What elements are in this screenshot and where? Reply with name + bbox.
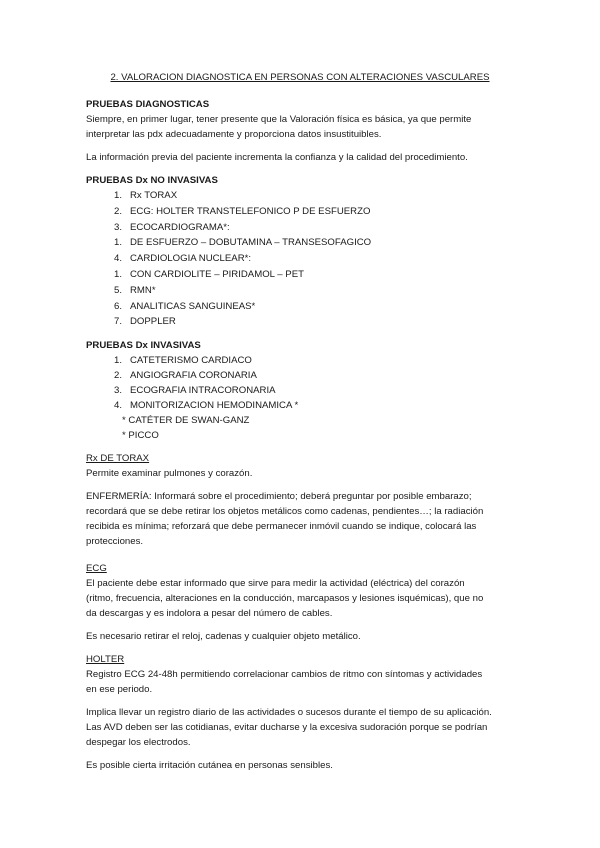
section-heading-ecg: ECG [86,563,107,575]
text-line: protecciones. [86,536,144,548]
text-line: Siempre, en primer lugar, tener presente que la Valoración física es básica, ya que permite [86,114,472,125]
list-item: 4. CARDIOLOGIA NUCLEAR*: [113,253,252,265]
list-item: 2. ANGIOGRAFIA CORONARIA [113,370,257,382]
list-item: 7. DOPPLER [113,316,176,328]
list-item: 3. ECOGRAFIA INTRACORONARIA [113,385,276,397]
info-paragraph: La información previa del paciente incrementa la confianza y la calidad del procedimiento. [86,152,468,163]
ecg-paragraph-2: Es necesario retirar el reloj, cadenas y cualquier objeto metálico. [86,631,361,643]
list-no-invasivas [86,188,514,330]
list-item: 3. ECOCARDIOGRAMA*: [113,221,230,233]
list-item: 6. ANALITICAS SANGUINEAS* [113,300,256,312]
text-line: recordará que se debe retirar los objetos metálicos como cadenas, pendientes…; la radiación [86,506,484,518]
holter-paragraph-3: Es posible cierta irritación cutánea en personas sensibles. [86,760,333,772]
list-item: 1. CATETERISMO CARDIACO [113,355,252,367]
intro-paragraph [86,112,514,142]
text-line: despegar los electrodos. [86,737,191,749]
sub-item-picco: * PICCO [122,430,159,442]
section-heading-invasivas: PRUEBAS Dx INVASIVAS [86,340,201,352]
list-item: 5. RMN* [113,284,156,296]
list-item: 2. ECG: HOLTER TRANSTELEFONICO P DE ESFUERZO [113,205,371,217]
section-heading-holter: HOLTER [86,654,125,666]
holter-paragraph [86,667,514,697]
text-line: El paciente debe estar informado que sirve para medir la actividad (eléctrica) del corazón [86,578,465,590]
list-item: 1. CON CARDIOLITE – PIRIDAMOL – PET [113,268,304,280]
list-item: 1. Rx TORAX [113,190,178,201]
ecg-paragraph [86,576,514,621]
text-line: ENFERMERÍA: Informará sobre el procedimiento; deberá preguntar por posible embarazo; [86,491,472,503]
text-line: Registro ECG 24-48h permitiendo correlacionar cambios de ritmo con síntomas y actividades [86,669,483,681]
text-line: Las AVD deben ser las cotidianas, evitar ducharse y la excesiva sudoración porque se podrían [86,722,488,734]
text-line: (ritmo, frecuencia, alteraciones en la conducción, marcapasos y lesiones isquémicas), que no [86,593,484,605]
section-heading-rx-torax: Rx DE TORAX [86,453,150,465]
page-title: 2. VALORACION DIAGNOSTICA EN PERSONAS CON ALTERACIONES VASCULARES [110,72,490,83]
list-item: 4. MONITORIZACION HEMODINAMICA * [113,400,299,412]
sub-item-swan-ganz: * CATÉTER DE SWAN-GANZ [122,415,250,427]
text-line: interpretar las pdx adecuadamente y proporciona datos insustituibles. [86,129,382,140]
list-invasivas [86,353,514,413]
section-heading-pruebas-diagnosticas: PRUEBAS DIAGNOSTICAS [86,99,210,110]
rx-paragraph: Permite examinar pulmones y corazón. [86,468,253,480]
text-line: en ese periodo. [86,684,153,696]
text-line: Implica llevar un registro diario de las actividades o sucesos durante el tiempo de su aplicación. [86,707,492,719]
list-item: 1. DE ESFUERZO – DOBUTAMINA – TRANSESOFAGICO [113,237,372,249]
text-line: da descargas y es indolora a pesar del número de cables. [86,608,333,620]
section-heading-no-invasivas: PRUEBAS Dx NO INVASIVAS [86,175,218,186]
enfermeria-paragraph [86,489,514,549]
text-line: recibida es mínima; reforzará que debe permanecer inmóvil cuando se indique, colocará las [86,521,477,533]
holter-paragraph-2 [86,705,514,750]
